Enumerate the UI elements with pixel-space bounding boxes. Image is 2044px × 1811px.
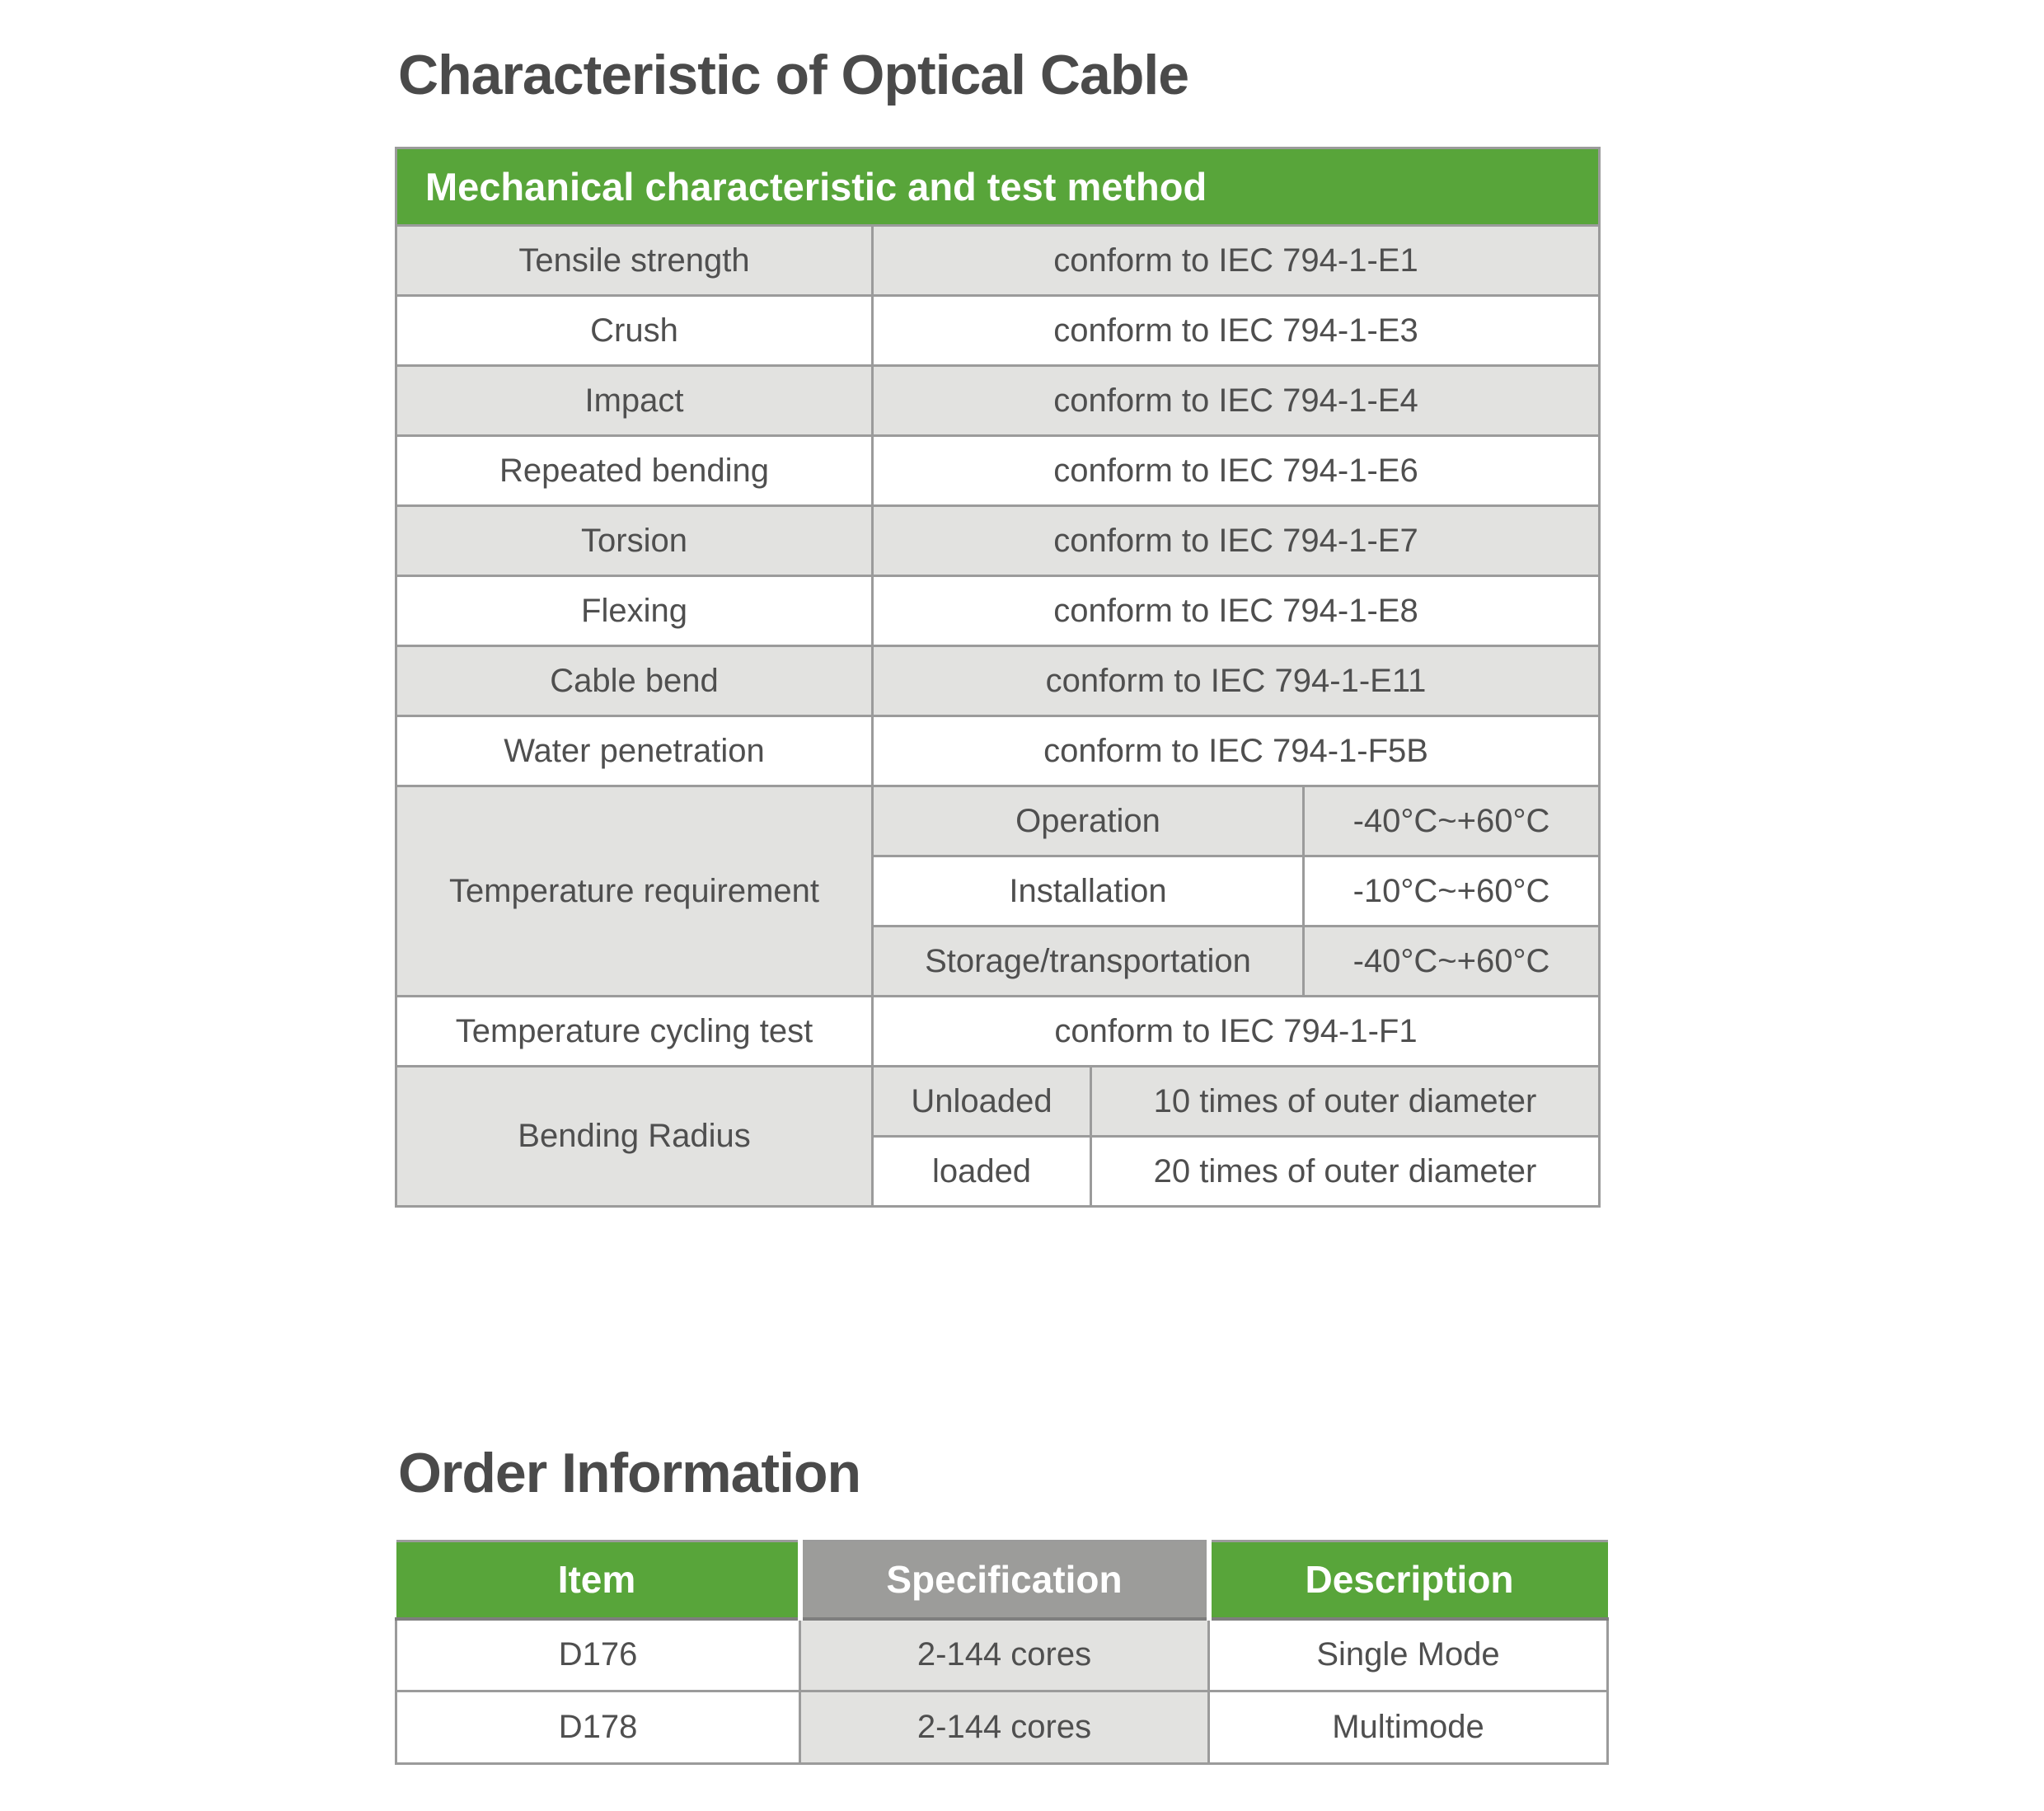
bending-group-label-cell: Bending Radius bbox=[396, 1067, 873, 1207]
order-information-table bbox=[395, 1540, 1609, 1765]
row-label-cell: Cable bend bbox=[396, 646, 873, 716]
mechanical-table-header: Mechanical characteristic and test method bbox=[396, 148, 1600, 226]
page-title: Characteristic of Optical Cable bbox=[398, 44, 1189, 106]
temperature-name-cell: Installation bbox=[873, 856, 1304, 927]
row-label-cell: Flexing bbox=[396, 576, 873, 646]
mechanical-characteristics-table bbox=[395, 147, 1601, 1208]
order-information-title: Order Information bbox=[398, 1442, 861, 1504]
description-cell: Multimode bbox=[1209, 1691, 1608, 1764]
row-label-cell: Crush bbox=[396, 296, 873, 366]
table-row bbox=[396, 366, 1600, 436]
table-row bbox=[396, 576, 1600, 646]
temperature-value-cell: -40°C~+60°C bbox=[1304, 786, 1600, 856]
row-value-cell: conform to IEC 794-1-F5B bbox=[873, 716, 1600, 786]
row-value-cell: conform to IEC 794-1-E6 bbox=[873, 436, 1600, 506]
row-value-cell: conform to IEC 794-1-E11 bbox=[873, 646, 1600, 716]
row-value-cell: conform to IEC 794-1-E4 bbox=[873, 366, 1600, 436]
table-row bbox=[396, 436, 1600, 506]
bending-name-cell: Unloaded bbox=[873, 1067, 1091, 1137]
item-cell: D178 bbox=[396, 1691, 800, 1764]
row-label-cell: Tensile strength bbox=[396, 226, 873, 296]
row-label-cell: Water penetration bbox=[396, 716, 873, 786]
row-label-cell: Impact bbox=[396, 366, 873, 436]
bending-value-cell: 20 times of outer diameter bbox=[1091, 1137, 1600, 1207]
temperature-group-label-cell: Temperature requirement bbox=[396, 786, 873, 997]
bending-value-cell: 10 times of outer diameter bbox=[1091, 1067, 1600, 1137]
temperature-name-cell: Operation bbox=[873, 786, 1304, 856]
table-row bbox=[396, 1619, 1608, 1691]
temperature-name-cell: Storage/transportation bbox=[873, 927, 1304, 997]
row-value-cell: conform to IEC 794-1-F1 bbox=[873, 997, 1600, 1067]
table-row bbox=[396, 786, 1600, 856]
table-row bbox=[396, 226, 1600, 296]
row-label-cell: Repeated bending bbox=[396, 436, 873, 506]
specification-cell: 2-144 cores bbox=[800, 1691, 1209, 1764]
column-header-specification: Specification bbox=[800, 1541, 1209, 1619]
specification-cell: 2-144 cores bbox=[800, 1619, 1209, 1691]
row-label-cell: Torsion bbox=[396, 506, 873, 576]
description-cell: Single Mode bbox=[1209, 1619, 1608, 1691]
row-value-cell: conform to IEC 794-1-E3 bbox=[873, 296, 1600, 366]
table-row bbox=[396, 506, 1600, 576]
table-header-row bbox=[396, 1541, 1608, 1619]
column-header-item: Item bbox=[396, 1541, 800, 1619]
table-row bbox=[396, 296, 1600, 366]
column-header-description: Description bbox=[1209, 1541, 1608, 1619]
row-value-cell: conform to IEC 794-1-E1 bbox=[873, 226, 1600, 296]
row-label-cell: Temperature cycling test bbox=[396, 997, 873, 1067]
table-row bbox=[396, 1067, 1600, 1137]
temperature-value-cell: -10°C~+60°C bbox=[1304, 856, 1600, 927]
table-row bbox=[396, 716, 1600, 786]
bending-name-cell: loaded bbox=[873, 1137, 1091, 1207]
table-row bbox=[396, 997, 1600, 1067]
row-value-cell: conform to IEC 794-1-E8 bbox=[873, 576, 1600, 646]
item-cell: D176 bbox=[396, 1619, 800, 1691]
row-value-cell: conform to IEC 794-1-E7 bbox=[873, 506, 1600, 576]
table-header-row bbox=[396, 148, 1600, 226]
table-row bbox=[396, 646, 1600, 716]
table-row bbox=[396, 1691, 1608, 1764]
temperature-value-cell: -40°C~+60°C bbox=[1304, 927, 1600, 997]
